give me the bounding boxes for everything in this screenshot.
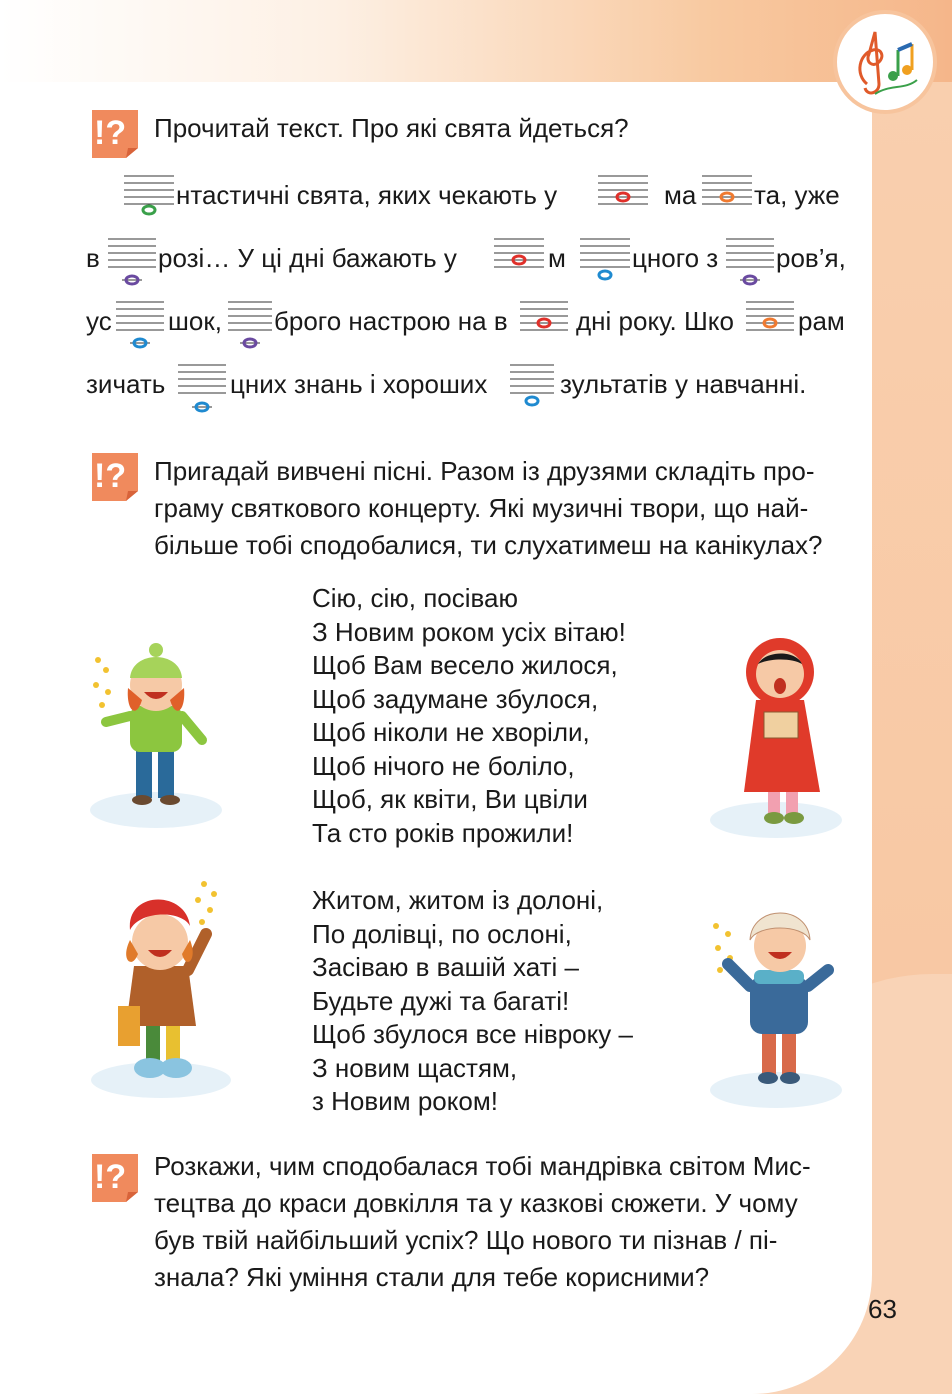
note-staff-icon [116,300,164,350]
task2-line: Пригадай вивчені пісні. Разом із друзями складіть про- [154,456,815,486]
poem-2 [312,884,633,1119]
page-number: 63 [868,1294,897,1324]
top-band [0,0,952,82]
text-segment: зичать [86,369,166,399]
poem-line: По долівці, по ослоні, [312,918,572,949]
question-icon [86,104,144,162]
text-segment: та, уже [754,180,840,210]
poem-line: Та сто років прожили! [312,817,574,848]
music-logo-icon [833,10,937,114]
note-staff-icon [510,363,554,413]
note-staff-icon [494,237,544,281]
text-segment: розі… У ці дні бажають у [158,243,457,273]
note-staff-icon [178,363,226,415]
poem-line: З новим щастям, [312,1052,518,1083]
text-segment: м [548,243,566,273]
svg-text:!?: !? [94,1158,127,1196]
task1-line-2 [86,243,852,283]
poem-line: З Новим роком усіх вітаю! [312,616,626,647]
question-icon [86,447,144,505]
text-segment: зультатів у навчанні. [560,369,807,399]
svg-text:!?: !? [94,114,127,152]
text-segment: дні року. Шко [576,306,734,336]
poem-1 [312,582,626,850]
text-segment: цних знань і хороших [230,369,488,399]
note-staff-icon [726,237,774,287]
text-segment: ров’я, [776,243,846,273]
poem-line: Щоб, як квіти, Ви цвіли [312,784,588,814]
poem-line: Житом, житом із долоні, [312,885,604,915]
text-segment: в [86,243,100,273]
poem-line: Щоб задумане збулося, [312,683,599,714]
text-segment: рам [798,306,845,336]
svg-text:!?: !? [94,457,127,495]
child-orange-hat-illustration [86,870,236,1100]
question-icon [86,1148,144,1206]
text-segment: брого настрою на в [274,306,508,336]
task2-line: граму святкового концерту. Які музичні твори, що най- [154,493,809,523]
text-segment: цного з [632,243,719,273]
note-staff-icon [746,300,794,344]
text-segment: ма [664,180,697,210]
task3-line: знала? Які уміння стали для тебе корисними? [154,1262,710,1292]
note-staff-icon [520,300,568,344]
poem-line: Щоб Вам весело жилося, [312,650,618,680]
task3-text [154,1148,854,1296]
poem-line: з Новим роком! [312,1086,498,1116]
poem-line: Щоб ніколи не хворіли, [312,717,590,747]
text-segment: шок, [168,306,222,336]
task2-line: більше тобі сподобалися, ти слухатимеш на канікулах? [154,530,823,560]
note-staff-icon [124,174,174,218]
task3-line: Розкажи, чим сподобалася тобі мандрівка світом Мис- [154,1151,811,1181]
note-staff-icon [108,237,156,287]
task1-question: Прочитай текст. Про які свята йдеться? [154,113,629,143]
task2-text [154,453,854,564]
text-segment: ус [86,306,112,336]
poem-line: Засіваю в вашій хаті – [312,952,580,982]
child-green-hat-illustration [86,630,226,830]
task3-line: був твій найбільший успіх? Що нового ти пізнав / пі- [154,1225,778,1255]
note-staff-icon [702,174,752,218]
task1-line-3 [86,306,852,346]
note-staff-icon [598,174,648,218]
task3-line: тецтва до краси довкілля та у казкові сюжети. У чому [154,1188,798,1218]
child-blue-jacket-illustration [706,890,846,1110]
poem-line: Щоб нічого не боліло, [312,750,575,781]
text-segment: нтастичні свята, яких чекають у [176,180,558,210]
poem-line: Щоб збулося все нівроку – [312,1019,633,1049]
note-staff-icon [228,300,272,350]
note-staff-icon [580,237,630,287]
poem-line: Сію, сію, посіваю [312,583,519,613]
task1-line-1 [86,180,852,220]
poem-line: Будьте дужі та багаті! [312,985,570,1016]
child-red-coat-illustration [706,620,846,840]
task1-line-4 [86,369,852,409]
